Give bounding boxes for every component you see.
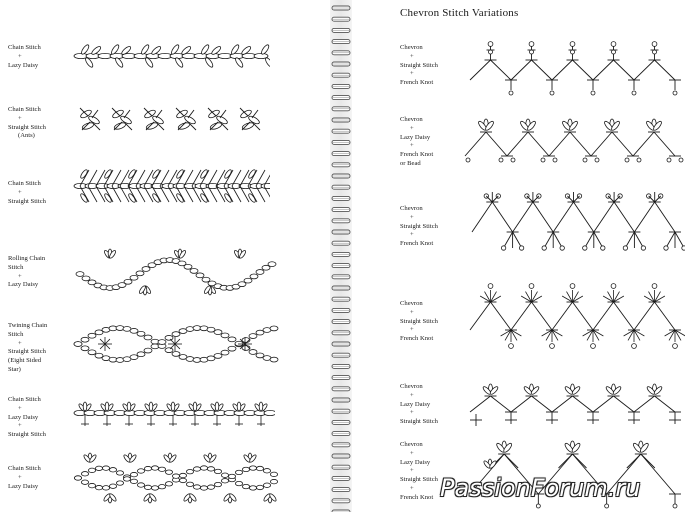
left-entry-2-label: Chain Stitch + Straight Stitch (Ants) bbox=[8, 106, 46, 140]
twining-chain-star-stitch bbox=[70, 316, 285, 372]
chevron-lazy-daisy-straight-stitch bbox=[460, 378, 685, 430]
chevron-straight-knot-stitch-1 bbox=[460, 38, 685, 98]
chevron-straight-knot-stitch-2 bbox=[460, 188, 685, 260]
left-entry-1-label: Chain Stitch + Lazy Daisy bbox=[8, 44, 41, 69]
watermark: PassionForum.ru bbox=[440, 474, 641, 502]
left-entry-6-label: Chain Stitch + Lazy Daisy + Straight Stitch bbox=[8, 396, 46, 439]
chain-lazy-daisy-stitch-1 bbox=[70, 36, 270, 76]
right-entry-1-label: Chevron + Straight Stitch + French Knot bbox=[400, 44, 438, 87]
chain-straight-stitch bbox=[70, 160, 270, 212]
chain-straight-ants-stitch bbox=[70, 96, 270, 146]
chain-lazy-daisy-straight-stitch bbox=[70, 396, 275, 430]
left-entry-3-label: Chain Stitch + Straight Stitch bbox=[8, 180, 46, 205]
right-entry-4-label: Chevron + Straight Stitch + French Knot bbox=[400, 300, 438, 343]
left-entry-4-label: Rolling Chain Stitch + Lazy Daisy bbox=[8, 255, 46, 289]
book-spine bbox=[330, 0, 352, 512]
chevron-lazy-daisy-knot-stitch bbox=[460, 112, 685, 170]
left-entry-7-label: Chain Stitch + Lazy Daisy bbox=[8, 465, 41, 490]
chevron-straight-knot-stitch-3 bbox=[460, 280, 685, 354]
right-entry-6-label: Chevron + Lazy Daisy + Straight Stitch + French Knot bbox=[400, 441, 438, 501]
chain-lazy-daisy-stitch-2 bbox=[70, 452, 285, 504]
spiral-binding-icon bbox=[330, 0, 352, 512]
right-entry-2-label: Chevron + Lazy Daisy + French Knot or Bead bbox=[400, 116, 434, 167]
right-entry-5-label: Chevron + Lazy Daisy + Straight Stitch bbox=[400, 383, 438, 426]
page-title: Chevron Stitch Variations bbox=[400, 7, 519, 19]
rolling-chain-lazy-daisy-stitch bbox=[70, 238, 280, 304]
left-entry-5-label: Twining Chain Stitch + Straight Stitch (Eight Sided Star) bbox=[8, 322, 48, 373]
right-entry-3-label: Chevron + Straight Stitch + French Knot bbox=[400, 205, 438, 248]
